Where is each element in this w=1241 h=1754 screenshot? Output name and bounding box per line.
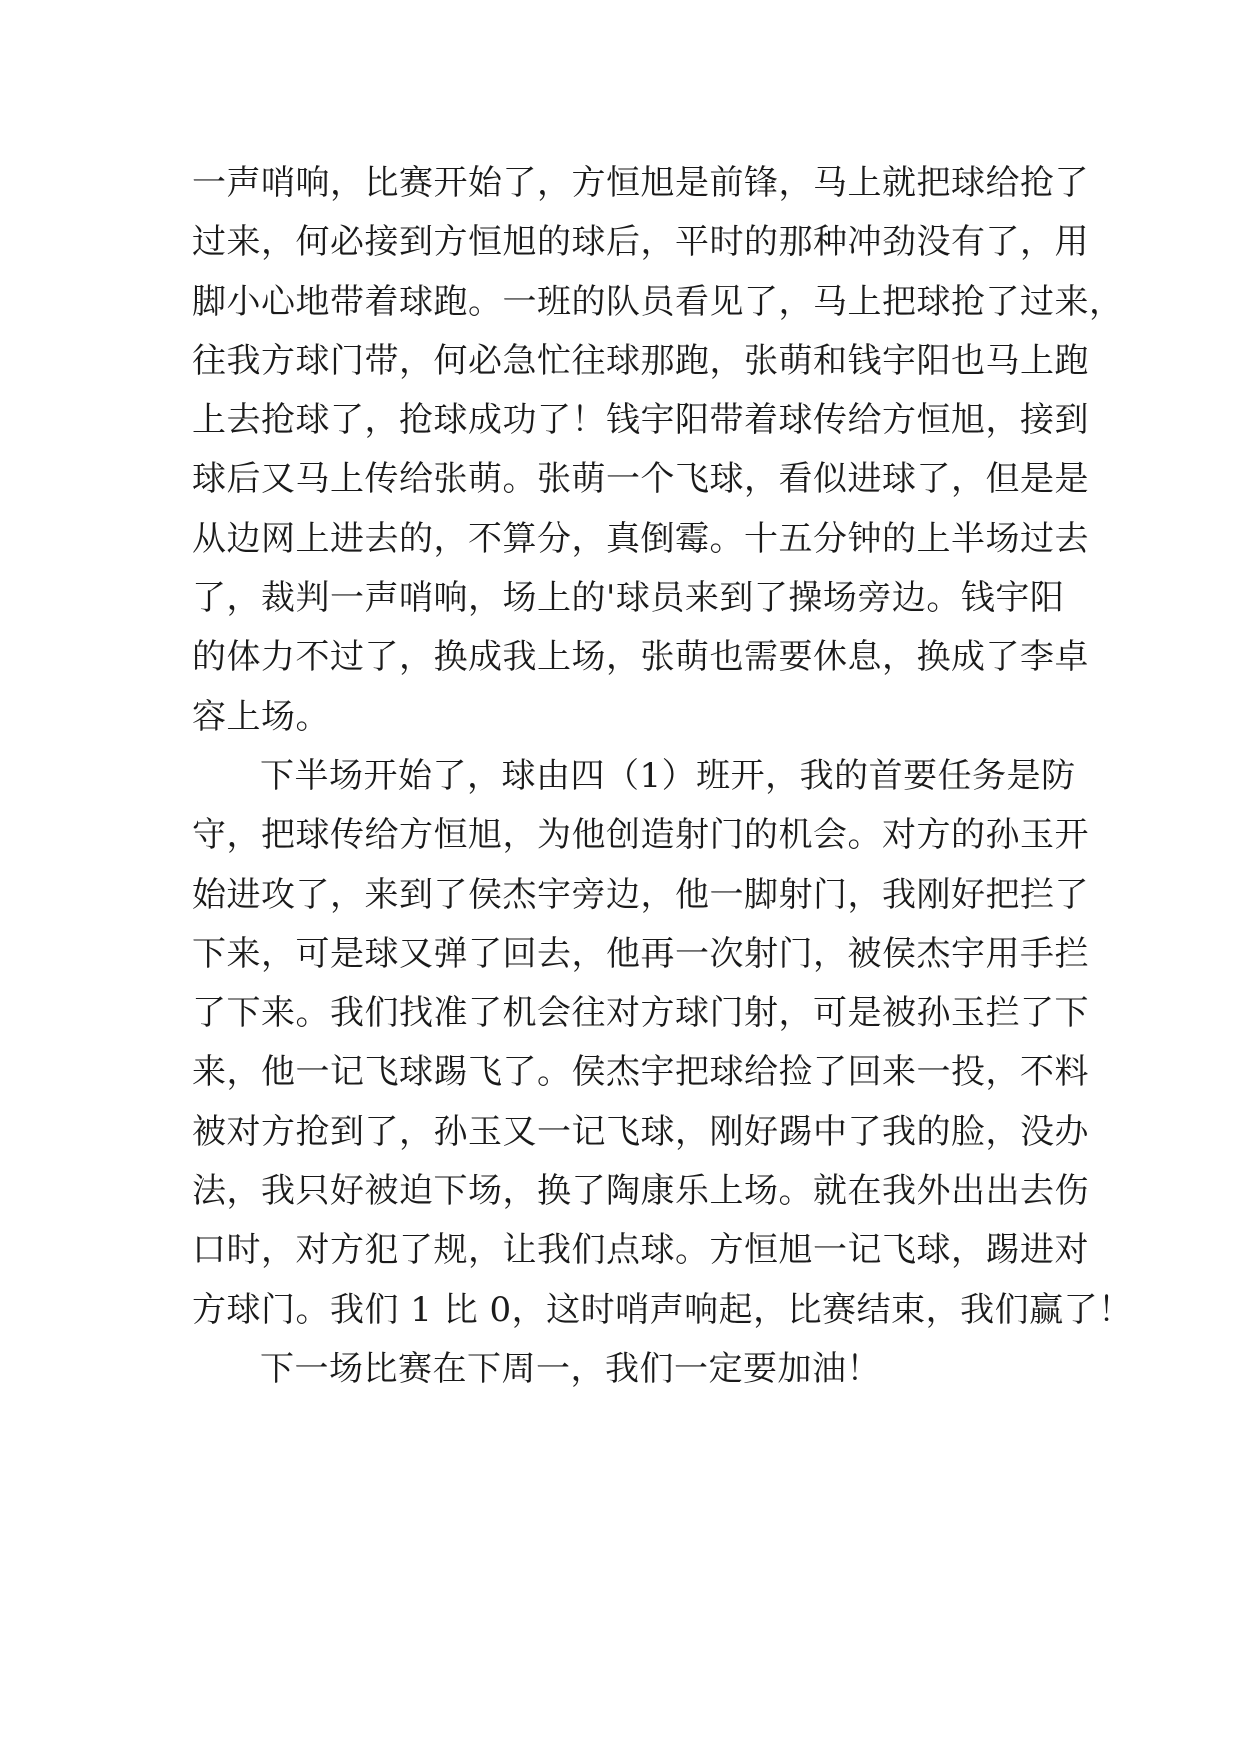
text-line: 从边网上进去的，不算分，真倒霉。十五分钟的上半场过去 — [192, 518, 1089, 559]
text-line: 方球门。我们 1 比 0，这时哨声响起，比赛结束，我们赢了！ — [192, 1289, 1133, 1330]
text-line: 脚小心地带着球跑。一班的队员看见了，马上把球抢了过来， — [192, 281, 1124, 322]
text-line: 下一场比赛在下周一，我们一定要加油！ — [260, 1348, 881, 1389]
text-line: 的体力不过了，换成我上场，张萌也需要休息，换成了李卓 — [192, 637, 1089, 678]
text-line: 上去抢球了，抢球成功了！钱宇阳带着球传给方恒旭，接到 — [192, 400, 1089, 441]
text-line: 守，把球传给方恒旭，为他创造射门的机会。对方的孙玉开 — [192, 815, 1089, 856]
text-line: 被对方抢到了，孙玉又一记飞球，刚好踢中了我的脸，没办 — [192, 1111, 1089, 1152]
body-text — [192, 154, 1133, 1399]
text-line: 口时，对方犯了规，让我们点球。方恒旭一记飞球，踢进对 — [192, 1230, 1089, 1271]
text-line: 了，裁判一声哨响，场上的'球员来到了操场旁边。钱宇阳 — [192, 578, 1065, 619]
text-line: 下半场开始了，球由四（1）班开，我的首要任务是防 — [260, 755, 1076, 796]
text-line: 球后又马上传给张萌。张萌一个飞球，看似进球了，但是是 — [192, 459, 1089, 500]
text-line: 一声哨响，比赛开始了，方恒旭是前锋，马上就把球给抢了 — [192, 163, 1089, 203]
text-line: 法，我只好被迫下场，换了陶康乐上场。就在我外出出去伤 — [192, 1171, 1089, 1212]
paragraph-1 — [192, 154, 1124, 747]
text-line: 了下来。我们找准了机会往对方球门射，可是被孙玉拦了下 — [192, 993, 1089, 1034]
text-line: 下来，可是球又弹了回去，他再一次射门，被侯杰宇用手拦 — [192, 933, 1089, 974]
text-line: 始进攻了，来到了侯杰宇旁边，他一脚射门，我刚好把拦了 — [192, 874, 1089, 915]
text-line: 来，他一记飞球踢飞了。侯杰宇把球给捡了回来一投，不料 — [192, 1052, 1089, 1093]
paragraph-2 — [192, 747, 1133, 1340]
text-line: 过来，何必接到方恒旭的球后，平时的那种冲劲没有了，用 — [192, 222, 1089, 263]
text-line: 容上场。 — [192, 696, 330, 737]
paragraph-3 — [192, 1340, 1052, 1399]
text-line: 往我方球门带，何必急忙往球那跑，张萌和钱宇阳也马上跑 — [192, 340, 1089, 381]
